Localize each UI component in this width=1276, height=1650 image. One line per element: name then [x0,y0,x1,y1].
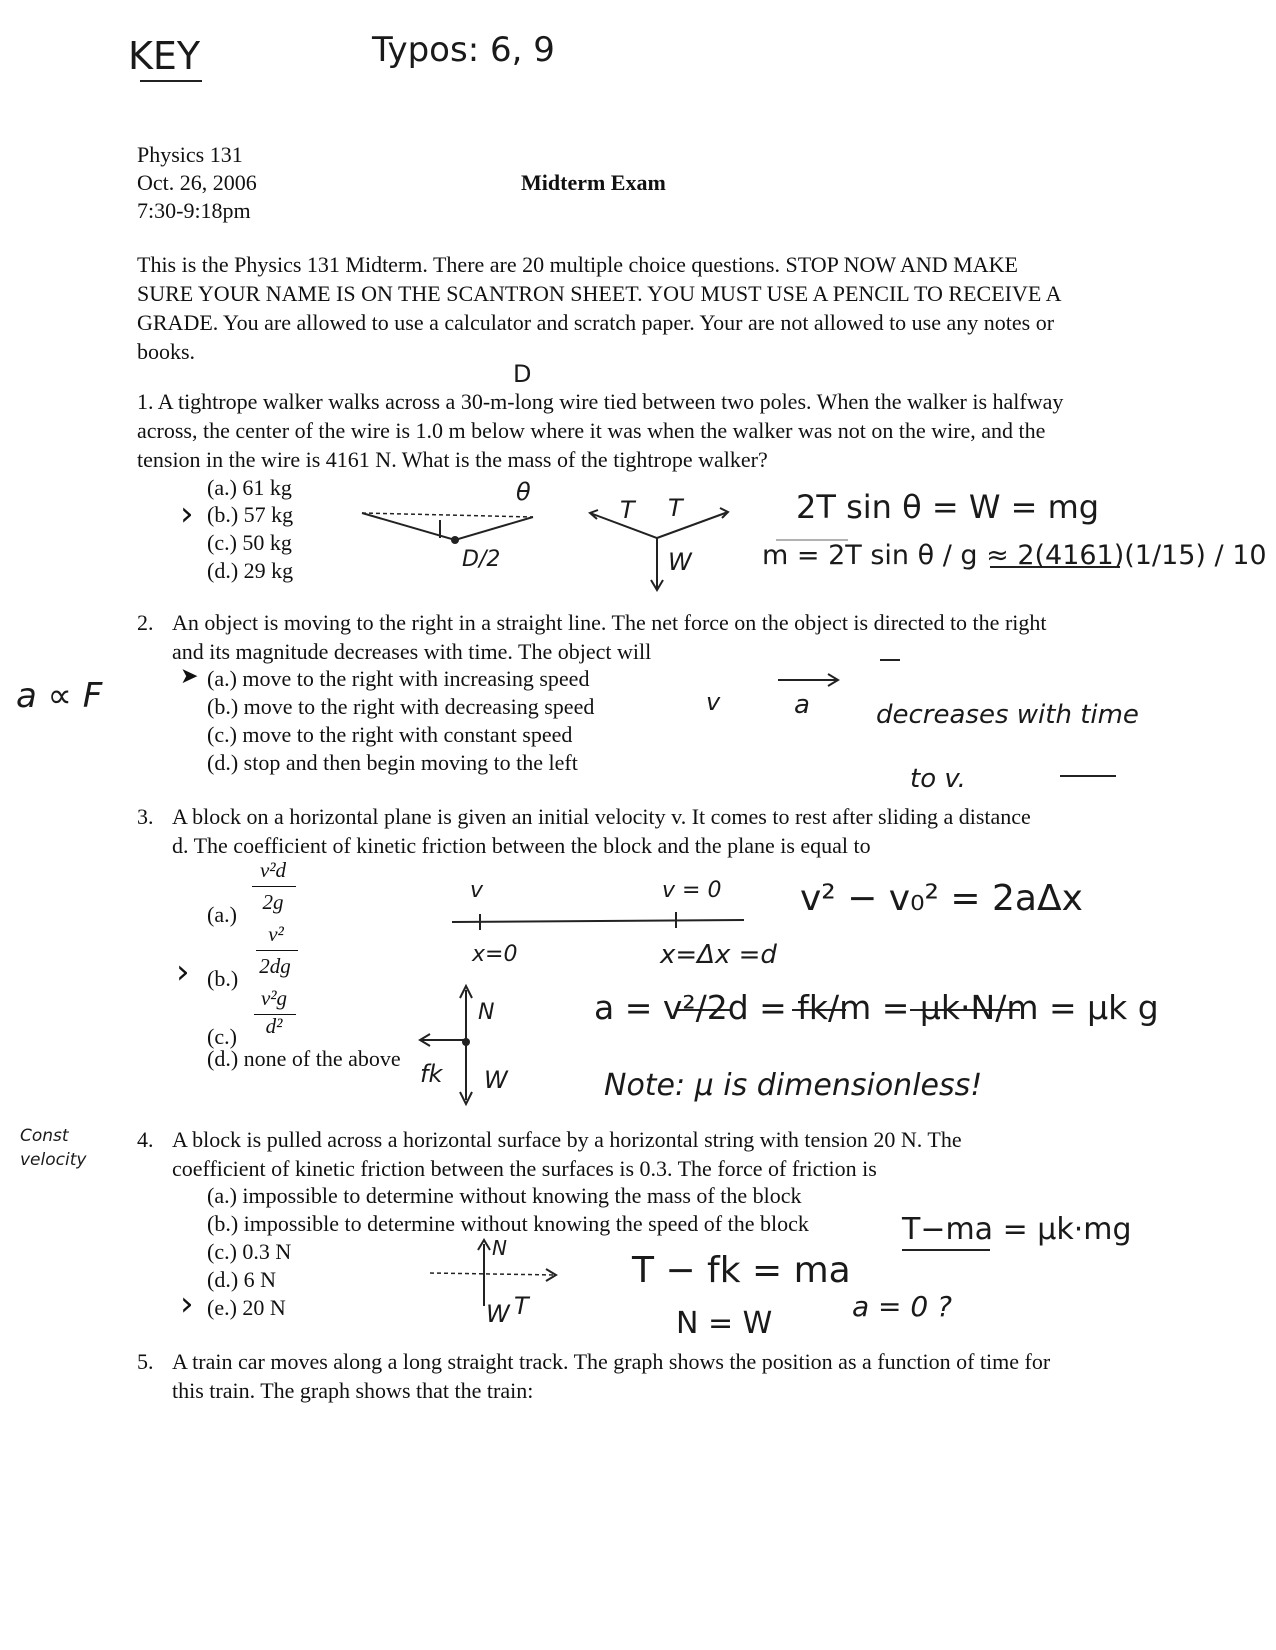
q3-option-a-numerator: v²d [259,858,287,882]
q4-weight: W [486,1300,510,1328]
q3-option-c-numerator: v²g [260,986,288,1010]
q4-equation-4: T−ma = μk·mg [902,1212,1132,1247]
q1-text: 1. A tightrope walker walks across a 30-m-long wire tied between two poles. When the walker is halfway across, the center of the wire is 1.0 m below where it was when the walker was not on the wire, and the tension in the wire is 4161 N. What is the mass of the tightrope walker? [137,389,1064,472]
q3-option-b-numerator: v² [268,922,284,946]
q4-option-b: (b.) impossible to determine without knowing the speed of the block [207,1211,809,1236]
q4-option-c: (c.) 0.3 N [207,1239,292,1264]
q2-option-d: (d.) stop and then begin moving to the left [207,750,578,775]
q2-acceleration: a [794,690,810,720]
q2-text: An object is moving to the right in a straight line. The net force on the object is directed to the right and its magnitude decreases with time. The object will [172,610,1047,664]
typos-annotation: Typos: 6, 9 [372,30,555,70]
q5-text: A train car moves along a long straight track. The graph shows the position as a function of time for this train. The graph shows that the train: [172,1349,1051,1403]
q4-selected-mark: › [180,1284,194,1324]
q3-velocity-label: v [470,878,484,903]
q4-option-a: (a.) impossible to determine without knowing the mass of the block [207,1183,802,1208]
q1-weight: W [668,548,692,576]
course-name: Physics 131 [137,142,243,167]
q3-normal-force: N [478,1000,495,1025]
q2-side-note: a ∝ F [16,676,103,716]
q2-option-c: (c.) move to the right with constant speed [207,722,573,747]
q1-option-b: (b.) 57 kg [207,502,294,527]
q2-option-b: (b.) move to the right with decreasing speed [207,694,595,719]
q4-number: 4. [137,1127,154,1152]
q4-side-note: Const velocity [20,1126,87,1170]
q1-tension-right: T [668,494,683,522]
q1-tension-left: T [620,496,635,524]
q3-note: Note: μ is dimensionless! [604,1068,983,1103]
q4-equation-3: a = 0 ? [852,1290,952,1323]
q1-selected-mark: › [180,494,194,534]
q1-equation-1: 2T sin θ = W = mg [796,488,1100,526]
q4-equation-2: N = W [676,1306,773,1341]
q4-option-d: (d.) 6 N [207,1267,277,1292]
q3-option-c-label: (c.) [207,1024,237,1049]
intro-paragraph: This is the Physics 131 Midterm. There are 20 multiple choice questions. STOP NOW AND MAKE SURE YOUR NAME IS ON THE SCANTRON SHEET. YOU MUST USE A PENCIL TO RECEIVE A GRADE. You are allowed to use a calculator and scratch paper. Your are not allowed to use any notes or books. [137,252,1061,364]
q3-final-velocity: v = 0 [662,878,722,903]
q5-number: 5. [137,1349,154,1374]
q3-text: A block on a horizontal plane is given an initial velocity v. It comes to rest after sliding a distance d. The coefficient of kinetic friction between the block and the plane is equal to [172,804,1031,858]
q3-number: 3. [137,804,154,829]
q3-option-b-label: (b.) [207,966,239,991]
q3-selected-mark: › [176,952,190,992]
q3-weight: W [484,1066,508,1094]
q4-equation-1: T − fk = ma [632,1250,851,1291]
q2-note-2: to v. [910,764,966,794]
q4-option-e: (e.) 20 N [207,1295,286,1320]
q2-number: 2. [137,610,154,635]
q3-option-a-label: (a.) [207,902,237,927]
q3-option-b-denominator: 2dg [259,954,291,978]
exam-time: 7:30-9:18pm [137,198,251,223]
q1-half-distance: D/2 [462,547,501,572]
q1-option-d: (d.) 29 kg [207,558,294,583]
q3-x-end: x=Δx =d [660,940,777,970]
q2-option-a: (a.) move to the right with increasing speed [207,666,590,691]
q3-option-c-denominator: d² [265,1014,283,1038]
key-annotation: KEY [128,34,201,78]
q2-selected-mark: ➤ [180,664,199,689]
q3-friction: fk [420,1060,443,1088]
q1-equation-2: m = 2T sin θ / g ≈ 2(4161)(1/15) / 10 [762,540,1267,571]
q4-normal-force: N [492,1236,507,1260]
q4-text: A block is pulled across a horizontal surface by a horizontal string with tension 20 N. The coefficient of kinetic friction between the surfaces is 0.3. The force of friction is [172,1127,962,1181]
q4-tension: T [514,1292,529,1320]
q3-kinematic-equation: v² − v₀² = 2aΔx [800,878,1083,919]
q1-option-a: (a.) 61 kg [207,475,292,500]
q1-answer-letter: D [513,360,532,388]
page-title: Midterm Exam [521,170,666,195]
q2-velocity: v [706,688,721,716]
q3-acceleration-equation: a = v²/2d = fk/m = μk·N/m = μk g [594,988,1159,1027]
q1-theta: θ [516,478,531,506]
q1-option-c: (c.) 50 kg [207,530,292,555]
q3-x-start: x=0 [472,942,518,967]
exam-date: Oct. 26, 2006 [137,170,257,195]
q3-option-d: (d.) none of the above [207,1046,401,1071]
q2-note-1: decreases with time [876,700,1139,730]
q3-option-a-denominator: 2g [262,890,284,914]
